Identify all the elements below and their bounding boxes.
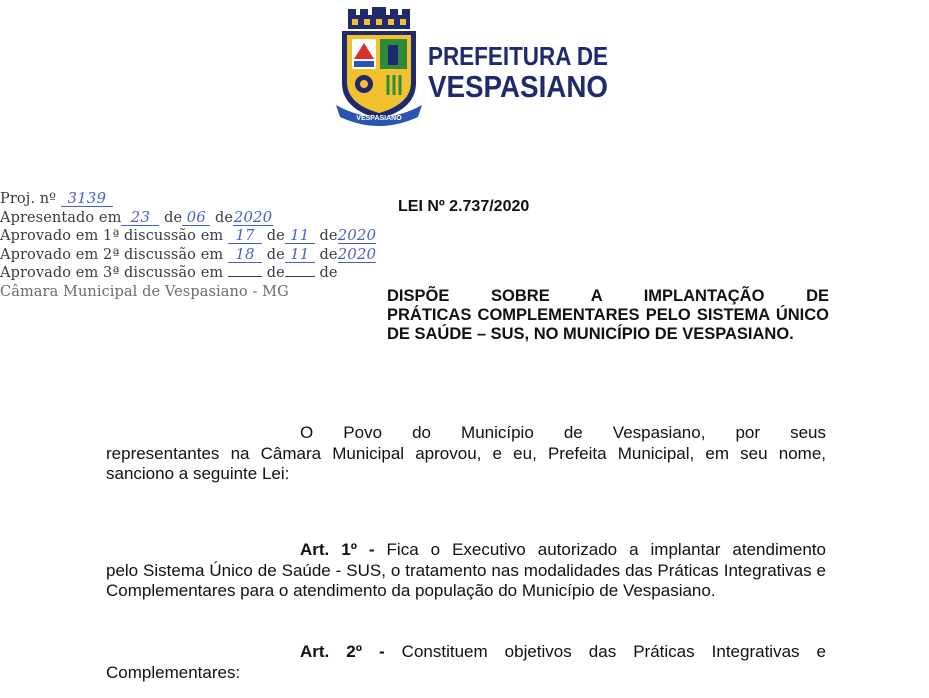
proj-label: Proj. nº bbox=[0, 191, 57, 207]
stamp-aprovado3-line bbox=[0, 264, 400, 283]
de-text: de bbox=[214, 209, 234, 226]
aprovado1-year: 2020 bbox=[337, 226, 377, 244]
aprovado1-month: 11 bbox=[285, 228, 315, 244]
article-1-rest: pelo Sistema Único de Saúde - SUS, o tratamento nas modalidades das Práticas Integrativas e Complementares para o atendimento da população do Município de Vespasiano. bbox=[106, 560, 826, 600]
article-1 bbox=[106, 540, 826, 602]
proj-number: 3139 bbox=[61, 191, 113, 207]
stamp-footer: Câmara Municipal de Vespasiano - MG bbox=[0, 283, 289, 300]
aprovado2-month: 11 bbox=[285, 247, 315, 263]
ementa-line-1: DISPÕE SOBRE A IMPLANTAÇÃO DE bbox=[387, 287, 829, 305]
preamble-rest: representantes na Câmara Municipal aprovou, e eu, Prefeita Municipal, em seu nome, sanciono a seguinte Lei: bbox=[106, 443, 826, 483]
logo-line-2: VESPASIANO bbox=[428, 69, 608, 104]
crest-ribbon-text: VESPASIANO bbox=[356, 115, 402, 122]
article-1-label: Art. 1º - bbox=[300, 540, 375, 559]
apresentado-year: 2020 bbox=[233, 207, 273, 226]
article-2-label: Art. 2º - bbox=[300, 642, 385, 661]
apresentado-day: 23 bbox=[121, 210, 159, 226]
stamp-aprovado2-line bbox=[0, 246, 400, 265]
stamp-apresentado-line bbox=[0, 209, 400, 228]
de-text: de bbox=[266, 246, 285, 263]
stamp-aprovado1-line bbox=[0, 227, 400, 246]
aprovado2-year: 2020 bbox=[337, 244, 377, 263]
de-text: de bbox=[266, 265, 285, 281]
aprovado2-label: Aprovado em 2ª discussão em bbox=[0, 246, 224, 263]
article-2 bbox=[106, 642, 826, 683]
apresentado-month: 06 bbox=[182, 210, 210, 226]
article-1-first-line bbox=[106, 540, 826, 561]
apresentado-label: Apresentado em bbox=[0, 209, 122, 226]
article-1-first-text: Fica o Executivo autorizado a implantar atendimento bbox=[386, 540, 826, 559]
aprovado2-day: 18 bbox=[228, 247, 262, 263]
de-text: de bbox=[266, 228, 285, 244]
law-ementa bbox=[387, 287, 829, 344]
article-2-first-text: Constituem objetivos das Práticas Integrativas e bbox=[401, 642, 826, 661]
preamble-first-line: O Povo do Município de Vespasiano, por seus bbox=[300, 423, 826, 442]
stamp-proj-line bbox=[0, 190, 400, 209]
coat-of-arms-icon bbox=[322, 5, 612, 123]
legislative-stamp bbox=[0, 190, 400, 301]
de-text: de bbox=[319, 265, 338, 281]
article-2-first-line bbox=[106, 642, 826, 663]
preamble-paragraph bbox=[106, 423, 826, 485]
de-text: de bbox=[164, 209, 183, 226]
article-2-rest: Complementares: bbox=[106, 662, 241, 682]
law-number: LEI Nº 2.737/2020 bbox=[398, 198, 530, 215]
de-text: de bbox=[319, 246, 338, 263]
de-text: de bbox=[319, 228, 338, 244]
logo-line-1: PREFEITURA DE bbox=[428, 41, 608, 71]
prefeitura-logo bbox=[322, 5, 612, 123]
aprovado1-day: 17 bbox=[228, 228, 262, 244]
aprovado1-label: Aprovado em 1ª discussão em bbox=[0, 228, 224, 244]
aprovado3-label: Aprovado em 3ª discussão em bbox=[0, 265, 224, 281]
ementa-rest: PRÁTICAS COMPLEMENTARES PELO SISTEMA ÚNICO DE SAÚDE – SUS, NO MUNICÍPIO DE VESPASIANO. bbox=[387, 306, 829, 343]
